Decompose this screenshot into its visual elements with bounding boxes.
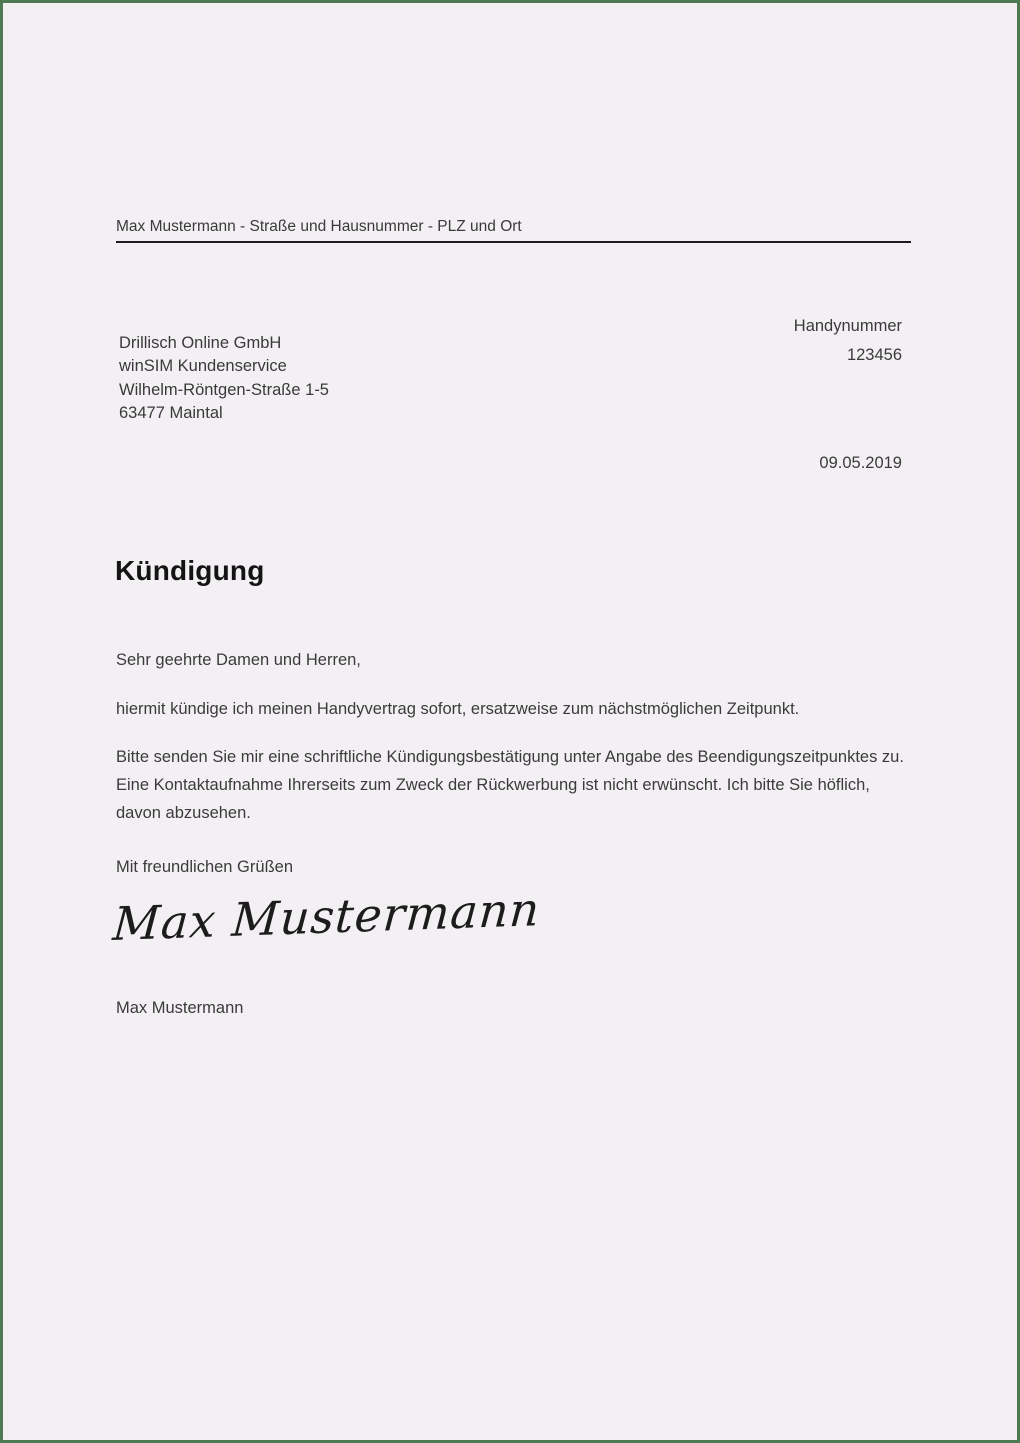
recipient-line: Drillisch Online GmbH xyxy=(119,334,282,352)
handwritten-signature: Max Mustermann xyxy=(111,882,543,952)
sender-address-text: Max Mustermann - Straße und Hausnummer - PLZ und Ort xyxy=(116,218,522,235)
contact-value: 123456 xyxy=(846,346,902,364)
closing-phrase: Mit freundlichen Grüßen xyxy=(116,858,293,876)
body-paragraph: hiermit kündige ich meinen Handyvertrag sofort, ersatzweise zum nächstmöglichen Zeitpunkt. xyxy=(116,700,800,718)
recipient-line: 63477 Maintal xyxy=(119,403,223,422)
subject-heading: Kündigung xyxy=(115,555,265,586)
letter-date: 09.05.2019 xyxy=(819,454,902,472)
contact-block xyxy=(794,312,902,370)
signer-name: Max Mustermann xyxy=(116,999,244,1017)
sender-address-line xyxy=(116,218,911,243)
recipient-line: winSIM Kundenservice xyxy=(119,357,287,376)
body-paragraph: Bitte senden Sie mir eine schriftliche Kündigungsbestätigung unter Angabe des Beendigungszeitpunktes zu. Eine Kontaktaufnahme Ihrerseits zum Zweck der Rückwerbung ist nicht erwünscht. Ich bitte Sie höflich, davon abzusehen. xyxy=(116,748,904,822)
recipient-address-block xyxy=(119,332,329,425)
recipient-line: Wilhelm-Röntgen-Straße 1-5 xyxy=(119,380,329,399)
contact-label: Handynummer xyxy=(793,317,902,335)
salutation: Sehr geehrte Damen und Herren, xyxy=(116,651,361,669)
